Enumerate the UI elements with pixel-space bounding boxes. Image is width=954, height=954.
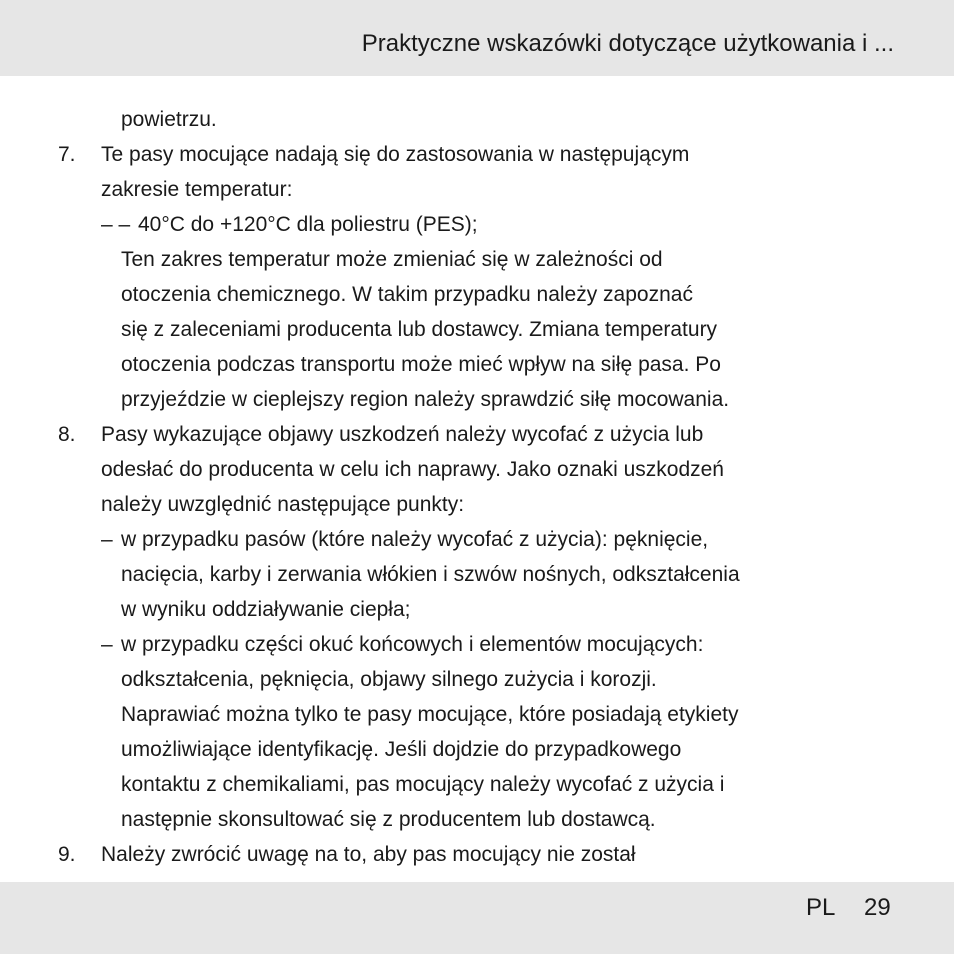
bullet-text-line: w wyniku oddziaływanie ciepła; xyxy=(121,598,411,621)
item-text-line: Te pasy mocujące nadają się do zastosowania w następującym xyxy=(101,143,690,166)
page-number: 29 xyxy=(864,894,891,921)
bullet-text-line: kontaktu z chemikaliami, pas mocujący należy wycofać z użycia i xyxy=(121,773,725,796)
bullet-marker: – xyxy=(101,528,113,551)
bullet-text-line: w przypadku pasów (które należy wycofać z użycia): pęknięcie, xyxy=(121,528,709,551)
item-number: 9. xyxy=(58,843,76,866)
item-text-line: odesłać do producenta w celu ich naprawy. Jako oznaki uszkodzeń xyxy=(101,458,724,481)
bullet-text-line: nacięcia, karby i zerwania włókien i szwów nośnych, odkształcenia xyxy=(121,563,740,586)
item-text-line: należy uwzględnić następujące punkty: xyxy=(101,493,465,516)
bullet-text-line: Ten zakres temperatur może zmieniać się w zależności od xyxy=(121,248,663,271)
item-number: 7. xyxy=(58,143,76,166)
item-text-line: Pasy wykazujące objawy uszkodzeń należy wycofać z użycia lub xyxy=(101,423,704,446)
bullet-text-line: w przypadku części okuć końcowych i elementów mocujących: xyxy=(121,633,704,656)
bullet-marker: – xyxy=(101,633,113,656)
bullet-text-line: otoczenia chemicznego. W takim przypadku należy zapoznać xyxy=(121,283,693,306)
item-number: 8. xyxy=(58,423,76,446)
bullet-marker: – – xyxy=(101,213,131,236)
header-title: Praktyczne wskazówki dotyczące użytkowania i ... xyxy=(361,30,894,57)
bullet-text-line: otoczenia podczas transportu może mieć wpływ na siłę pasa. Po xyxy=(121,353,721,376)
item-text-line: Należy zwrócić uwagę na to, aby pas mocujący nie został xyxy=(101,843,636,866)
bullet-text-line: Naprawiać można tylko te pasy mocujące, które posiadają etykiety xyxy=(121,703,739,726)
bullet-text-line: 40°C do +120°C dla poliestru (PES); xyxy=(138,213,478,236)
bullet-text-line: odkształcenia, pęknięcia, objawy silnego zużycia i korozji. xyxy=(121,668,657,691)
language-code: PL xyxy=(806,894,836,921)
bullet-text-line: przyjeździe w cieplejszy region należy sprawdzić siłę mocowania. xyxy=(121,388,730,411)
bullet-text-line: następnie skonsultować się z producentem lub dostawcą. xyxy=(121,808,656,831)
item-text-line: zakresie temperatur: xyxy=(101,178,293,201)
intro-line: powietrzu. xyxy=(121,108,217,131)
bullet-text-line: się z zaleceniami producenta lub dostawcy. Zmiana temperatury xyxy=(121,318,718,341)
bullet-text-line: umożliwiające identyfikację. Jeśli dojdzie do przypadkowego xyxy=(121,738,682,761)
